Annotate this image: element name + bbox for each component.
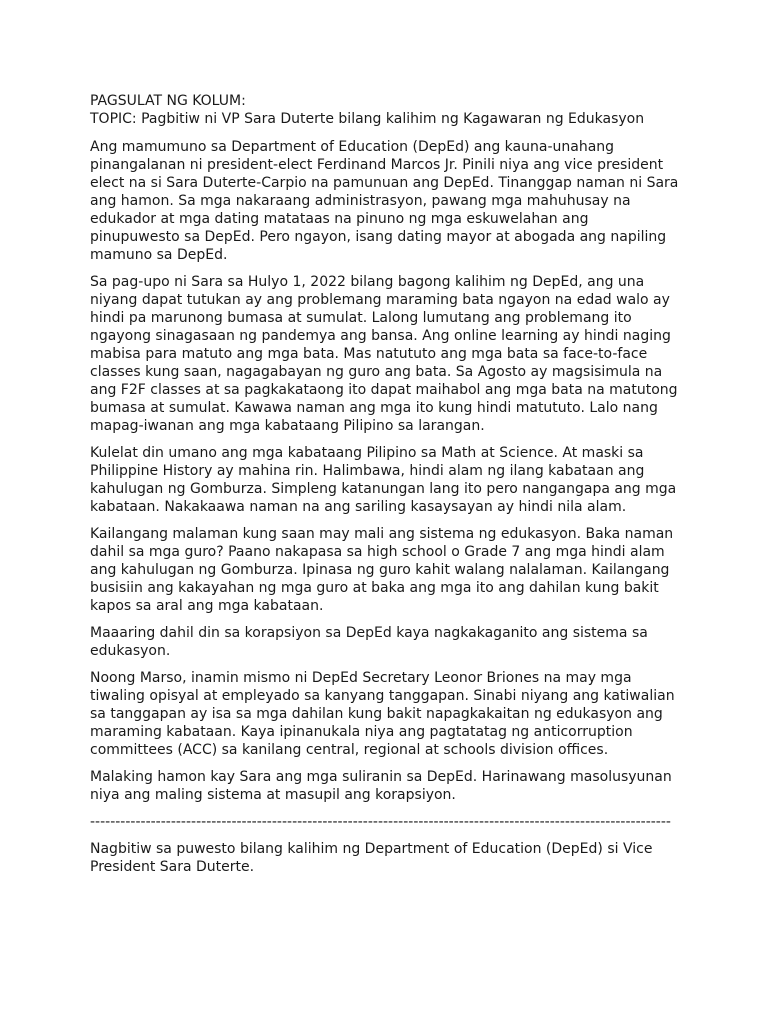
paragraph-6: Noong Marso, inamin mismo ni DepEd Secretary Leonor Briones na may mga tiwaling opisyal at empleyado sa kanyang tanggapan. Sinabi niyang ang katiwalian sa tanggapan ay isa sa mga dahilan kung bakit napagkakaitan ng edukasyon ang maraming kabataan. Kaya ipinanukala niya ang pagtatatag ng anticorruption committees (ACC) sa kanilang central, regional at schools division offices. bbox=[90, 670, 675, 758]
column-label: PAGSULAT NG KOLUM: bbox=[90, 93, 246, 109]
dashed-divider: ------------------------------------------------------------------------------------------------------------------- bbox=[90, 814, 671, 830]
closing-paragraph: Nagbitiw sa puwesto bilang kalihim ng Department of Education (DepEd) si Vice President Sara Duterte. bbox=[90, 841, 653, 875]
paragraph-1: Ang mamumuno sa Department of Education (DepEd) ang kauna-unahang pinangalanan ni president-elect Ferdinand Marcos Jr. Pinili niya ang vice president elect na si Sara Duterte-Carpio na pamunuan ang DepEd. Tinanggap naman ni Sara ang hamon. Sa mga nakaraang administrasyon, pawang mga mahuhusay na edukador at mga dating matataas na pinuno ng mga eskuwelahan ang pinupuwesto sa DepEd. Pero ngayon, isang dating mayor at abogada ang napiling mamuno sa DepEd. bbox=[90, 139, 679, 263]
paragraph-4: Kailangang malaman kung saan may mali ang sistema ng edukasyon. Baka naman dahil sa mga guro? Paano nakapasa sa high school o Grade 7 ang mga hindi alam ang kahulugan ng Gomburza. Ipinasa ng guro kahit walang nalalaman. Kailangang busisiin ang kakayahan ng mga guro at baka ang mga ito ang dahilan kung bakit kapos sa aral ang mga kabataan. bbox=[90, 526, 674, 614]
paragraph-7: Malaking hamon kay Sara ang mga suliranin sa DepEd. Harinawang masolusyunan niya ang maling sistema at masupil ang korapsiyon. bbox=[90, 769, 672, 803]
paragraph-2: Sa pag-upo ni Sara sa Hulyo 1, 2022 bilang bagong kalihim ng DepEd, ang una niyang dapat tutukan ay ang problemang maraming bata ngayon na edad walo ay hindi pa marunong bumasa at sumulat. Lalong lumutang ang problemang ito ngayong sinagasaan ng pandemya ang bansa. Ang online learning ay hindi naging mabisa para matuto ang mga bata. Mas natututo ang mga bata sa face-to-face classes kung saan, nagagabayan ng guro ang bata. Sa Agosto ay magsisimula na ang F2F classes at sa pagkakataong ito dapat maihabol ang mga bata na matutong bumasa at sumulat. Kawawa naman ang mga ito kung hindi matututo. Lalo nang mapag-iwanan ang mga kabataang Pilipino sa larangan. bbox=[90, 274, 678, 434]
topic-line: TOPIC: Pagbitiw ni VP Sara Duterte bilang kalihim ng Kagawaran ng Edukasyon bbox=[90, 111, 645, 127]
paragraph-5: Maaaring dahil din sa korapsiyon sa DepEd kaya nagkakaganito ang sistema sa edukasyon. bbox=[90, 625, 648, 659]
paragraph-3: Kulelat din umano ang mga kabataang Pilipino sa Math at Science. At maski sa Philippine History ay mahina rin. Halimbawa, hindi alam ng ilang kabataan ang kahulugan ng Gomburza. Simpleng katanungan lang ito pero nangangapa ang mga kabataan. Nakakaawa naman na ang sariling kasaysayan ay hindi nila alam. bbox=[90, 445, 677, 515]
document-page bbox=[90, 92, 680, 876]
